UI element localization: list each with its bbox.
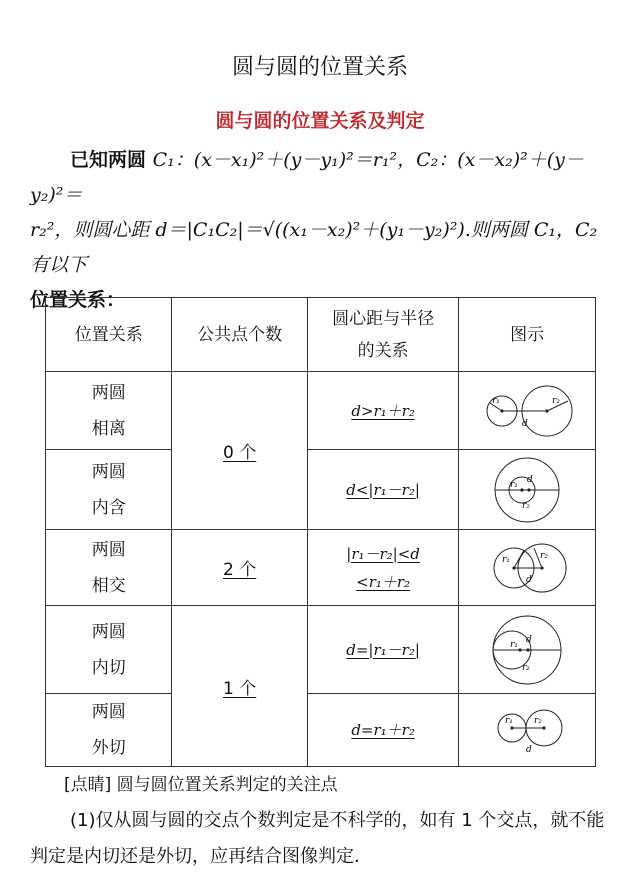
header-count: 公共点个数 [172,298,307,372]
figure-cell [459,530,596,606]
intro-prefix: 已知两圆 [70,149,153,171]
relation-cell [46,606,172,694]
condition-text: d>r₁＋r₂ [351,401,415,420]
relation-text-b: 内含 [91,497,126,518]
figure-cell [459,372,596,450]
fig-r1-label: r₁ [505,716,514,726]
relation-text-a: 两圆 [91,539,126,560]
condition-text-b: <r₁＋r₂ [356,572,411,591]
header-condition [307,298,458,372]
condition-text: d<|r₁－r₂| [346,480,420,499]
fig-r1-label: r₁ [510,479,519,490]
count-text: 1 个 [223,678,257,699]
relation-cell [46,450,172,530]
internally-tangent-circles-figure [472,610,582,690]
note-paragraph: (1)仅从圆与圆的交点个数判定是不科学的，如有 1 个交点，就不能判定是内切还是外切，应再结合图像判定. [30,810,605,867]
count-cell [172,606,307,767]
fig-r2-label: r₂ [540,550,549,561]
figure-cell [459,606,596,694]
count-cell [172,372,307,530]
fig-d-label: d [526,745,532,755]
table-row [46,530,596,606]
relation-text-a: 两圆 [91,621,126,642]
section-subtitle: 圆与圆的位置关系及判定 [215,110,425,132]
separate-circles-figure [472,381,582,441]
condition-text: d=|r₁－r₂| [346,640,420,659]
relation-text-b: 外切 [91,738,126,758]
table-row [46,372,596,450]
fig-r2-label: r₂ [552,395,561,406]
relation-table [45,297,596,767]
fig-r2-label: r₂ [522,662,531,673]
intersecting-circles-figure [472,536,582,600]
fig-r1-label: r₁ [492,395,501,406]
note-title: [点睛] 圆与圆位置关系判定的关注点 [64,775,338,795]
fig-d-label: d [526,634,532,645]
header-figure: 图示 [459,298,596,372]
relation-text-b: 内切 [91,657,126,678]
figure-cell [459,694,596,767]
relation-text-a: 两圆 [91,461,126,482]
condition-cell [307,530,458,606]
contained-circles-figure [472,454,582,526]
fig-d-label: d [527,474,533,485]
page-title: 圆与圆的位置关系 [231,55,408,80]
fig-r1-label: r₁ [510,639,519,650]
fig-d-label: d [522,418,528,429]
fig-r1-label: r₁ [502,554,511,565]
relation-text-a: 两圆 [91,702,126,722]
header-relation: 位置关系 [46,298,172,372]
condition-cell [307,694,458,767]
table-row [46,606,596,694]
condition-cell [307,450,458,530]
intro-line3: 位置关系： [30,289,126,311]
fig-r2-label: r₂ [522,500,531,511]
table-header-row [46,298,596,372]
count-text: 0 个 [223,443,257,463]
relation-text-b: 相交 [91,575,126,596]
relation-cell [46,530,172,606]
condition-text: d=r₁＋r₂ [351,721,415,739]
condition-cell [307,372,458,450]
intro-paragraph [30,143,615,318]
figure-cell [459,450,596,530]
count-text: 2 个 [223,560,257,580]
fig-r2-label: r₂ [534,716,543,726]
relation-text-b: 相离 [91,418,126,439]
header-condition-line1: 圆心距与半径 [332,308,435,329]
table-row [46,450,596,530]
condition-cell [307,606,458,694]
table-row [46,694,596,767]
relation-cell [46,372,172,450]
intro-c1-equation: C₁：(x－x₁)²＋(y－y₁)²＝r₁²，C₂：(x－x₂)²＋(y－y₂)²＝ [30,149,584,206]
header-condition-line2: 的关系 [357,340,409,361]
relation-text-a: 两圆 [91,382,126,403]
intro-line2: r₂²，则圆心距 d＝|C₁C₂|＝√((x₁－x₂)²＋(y₁－y₂)²).则两圆 C₁，C₂有以下 [30,219,598,276]
count-cell [172,530,307,606]
fig-d-label: d [526,574,532,585]
relation-cell [46,694,172,767]
externally-tangent-circles-figure [472,702,582,758]
condition-text-a: |r₁－r₂|<d [346,544,420,563]
